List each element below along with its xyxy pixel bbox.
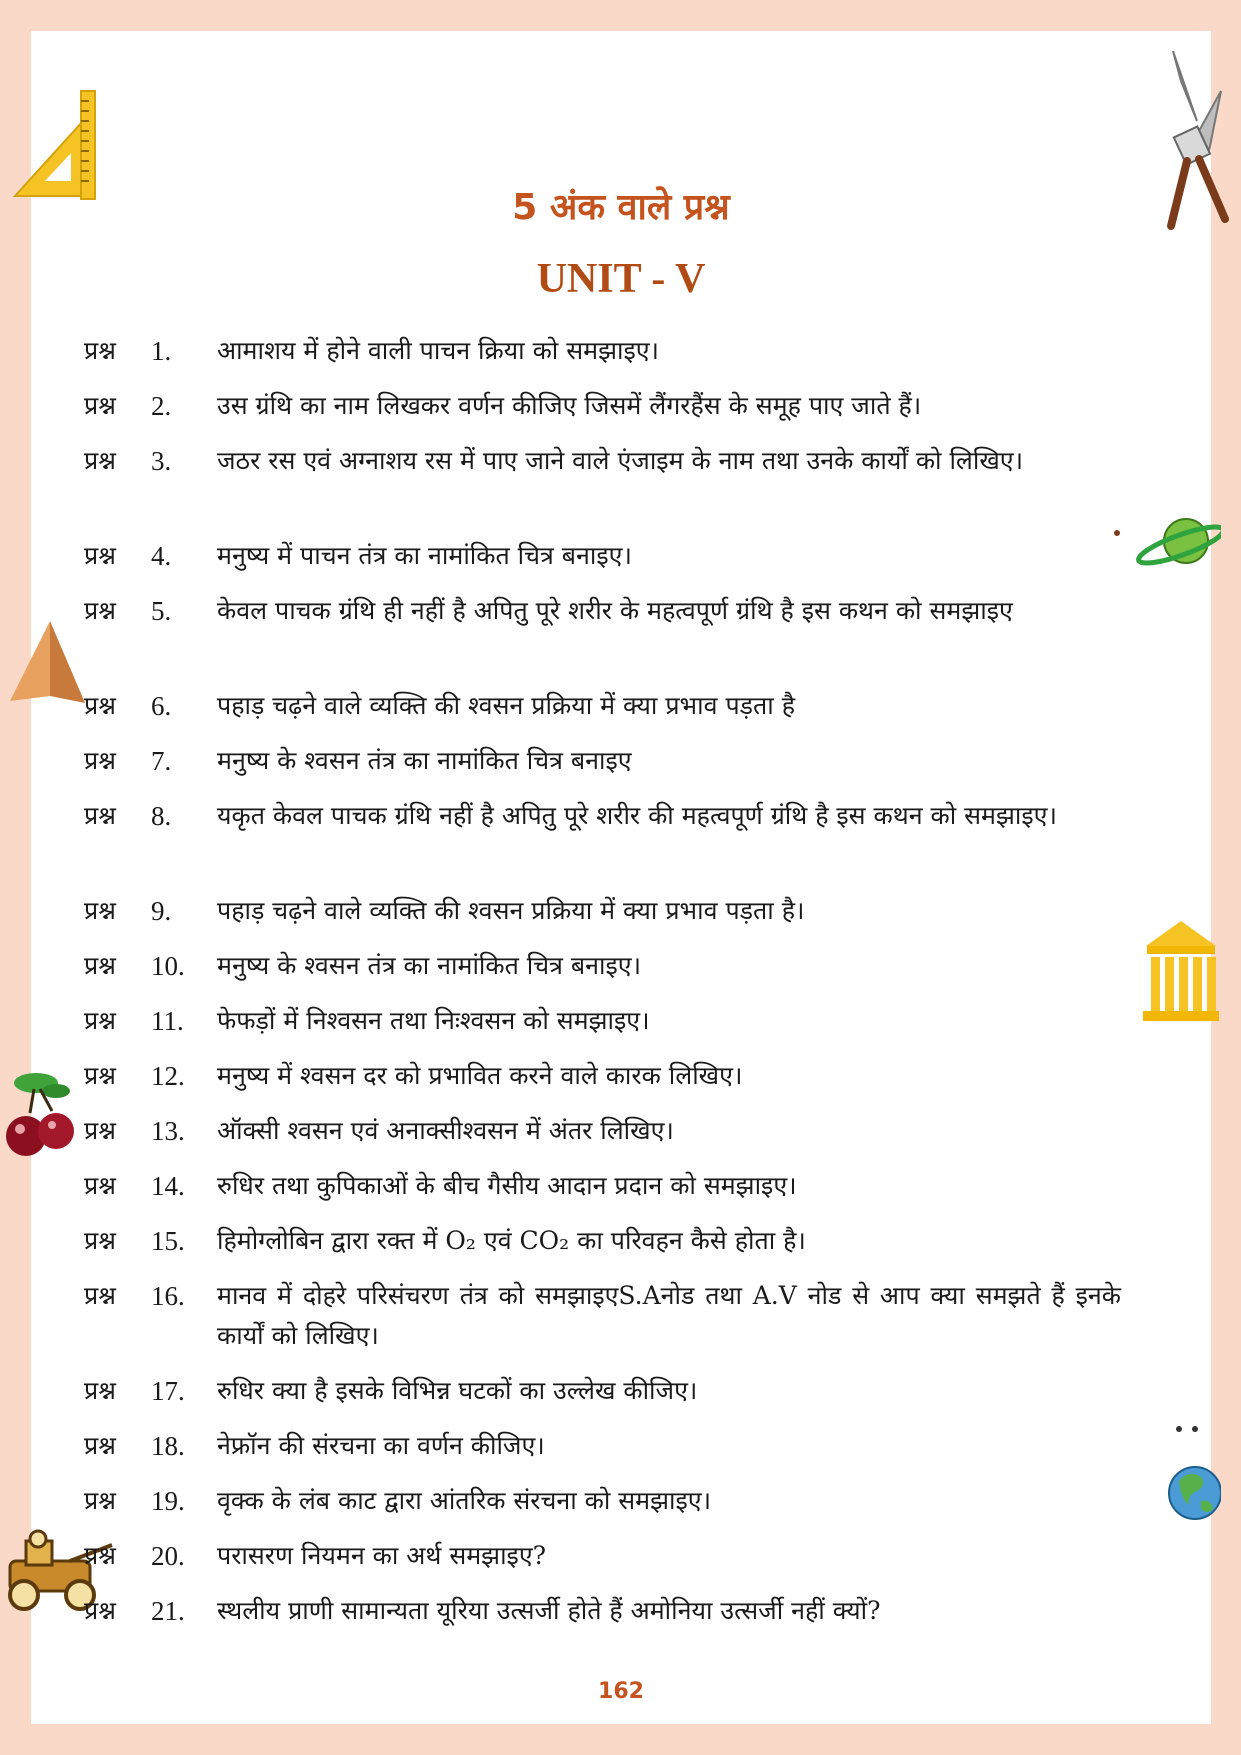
question-number: 3. bbox=[151, 446, 172, 476]
question-text: केवल पाचक ग्रंथि ही नहीं है अपितु पूरे शरीर के महत्वपूर्ण ग्रंथि है इस कथन को समझाइए bbox=[217, 596, 1013, 625]
question-text: ऑक्सी श्वसन एवं अनाक्सीश्वसन में अंतर लिखिए। bbox=[217, 1116, 674, 1145]
question-label: प्रश्न bbox=[84, 1486, 116, 1515]
question-text: रुधिर क्या है इसके विभिन्न घटकों का उल्लेख कीजिए। bbox=[217, 1376, 698, 1405]
question-text: जठर रस एवं अग्नाशय रस में पाए जाने वाले एंजाइम के नाम तथा उनके कार्यों को लिखिए। bbox=[217, 446, 1024, 475]
question-label: प्रश्न bbox=[84, 391, 116, 420]
question-label: प्रश्न bbox=[84, 596, 116, 625]
question-number: 6. bbox=[151, 691, 172, 721]
question-text: नेफ्रॉन की संरचना का वर्णन कीजिए। bbox=[217, 1431, 545, 1460]
question-text: मानव में दोहरे परिसंचरण तंत्र को समझाइएS.Aनोड तथा A.V नोड से आप क्या समझते हैं इनके कार्यों को लिखिए। bbox=[217, 1281, 1121, 1350]
question-text: मनुष्य में श्वसन दर को प्रभावित करने वाले कारक लिखिए। bbox=[217, 1061, 743, 1090]
question-label: प्रश्न bbox=[84, 1281, 116, 1310]
question-label: प्रश्न bbox=[84, 1431, 116, 1460]
question-label: प्रश्न bbox=[84, 1541, 116, 1570]
question-label: प्रश्न bbox=[84, 746, 116, 775]
question-text: यकृत केवल पाचक ग्रंथि नहीं है अपितु पूरे शरीर की महत्वपूर्ण ग्रंथि है इस कथन को समझाइए। bbox=[217, 801, 1057, 830]
question-text: पहाड़ चढ़ने वाले व्यक्ति की श्वसन प्रक्रिया में क्या प्रभाव पड़ता है bbox=[217, 691, 795, 720]
question-number: 20. bbox=[151, 1541, 185, 1571]
question-number: 7. bbox=[151, 746, 172, 776]
question-label: प्रश्न bbox=[84, 1171, 116, 1200]
question-number: 1. bbox=[151, 336, 172, 366]
question-number: 9. bbox=[151, 896, 172, 926]
question-number: 19. bbox=[151, 1486, 185, 1516]
question-label: प्रश्न bbox=[84, 541, 116, 570]
question-number: 14. bbox=[151, 1171, 185, 1201]
question-label: प्रश्न bbox=[84, 896, 116, 925]
question-number: 17. bbox=[151, 1376, 185, 1406]
question-text: मनुष्य के श्वसन तंत्र का नामांकित चित्र बनाइए bbox=[217, 746, 632, 775]
question-label: प्रश्न bbox=[84, 1006, 116, 1035]
question-number: 8. bbox=[151, 801, 172, 831]
page-title: 5 अंक वाले प्रश्न bbox=[512, 187, 730, 228]
question-number: 5. bbox=[151, 596, 172, 626]
question-text: स्थलीय प्राणी सामान्यता यूरिया उत्सर्जी होते हैं अमोनिया उत्सर्जी नहीं क्यों? bbox=[217, 1596, 881, 1625]
question-label: प्रश्न bbox=[84, 336, 116, 365]
question-label: प्रश्न bbox=[84, 951, 116, 980]
question-text: मनुष्य में पाचन तंत्र का नामांकित चित्र बनाइए। bbox=[217, 541, 632, 570]
unit-heading: UNIT - V bbox=[536, 256, 706, 302]
question-number: 21. bbox=[151, 1596, 185, 1626]
question-label: प्रश्न bbox=[84, 1116, 116, 1145]
question-text: हिमोग्लोबिन द्वारा रक्त में O₂ एवं CO₂ का परिवहन कैसे होता है। bbox=[217, 1226, 806, 1255]
question-number: 11. bbox=[151, 1006, 184, 1036]
question-label: प्रश्न bbox=[84, 1596, 116, 1625]
question-text: रुधिर तथा कुपिकाओं के बीच गैसीय आदान प्रदान को समझाइए। bbox=[217, 1171, 797, 1200]
page bbox=[31, 31, 1211, 1724]
question-label: प्रश्न bbox=[84, 801, 116, 830]
question-number: 16. bbox=[151, 1281, 185, 1311]
question-number: 15. bbox=[151, 1226, 185, 1256]
question-label: प्रश्न bbox=[84, 446, 116, 475]
question-number: 12. bbox=[151, 1061, 185, 1091]
question-text: आमाशय में होने वाली पाचन क्रिया को समझाइए। bbox=[217, 336, 660, 365]
question-label: प्रश्न bbox=[84, 1226, 116, 1255]
question-number: 10. bbox=[151, 951, 185, 981]
page-number: 162 bbox=[598, 1679, 644, 1704]
question-text: परासरण नियमन का अर्थ समझाइए? bbox=[217, 1541, 547, 1570]
question-number: 4. bbox=[151, 541, 172, 571]
question-text: मनुष्य के श्वसन तंत्र का नामांकित चित्र बनाइए। bbox=[217, 951, 642, 980]
question-label: प्रश्न bbox=[84, 1061, 116, 1090]
question-text: फेफड़ों में निश्वसन तथा निःश्वसन को समझाइए। bbox=[217, 1006, 650, 1035]
question-text: उस ग्रंथि का नाम लिखकर वर्णन कीजिए जिसमें लैंगरहैंस के समूह पाए जाते हैं। bbox=[217, 391, 922, 420]
question-label: प्रश्न bbox=[84, 691, 116, 720]
question-number: 2. bbox=[151, 391, 172, 421]
question-label: प्रश्न bbox=[84, 1376, 116, 1405]
question-number: 13. bbox=[151, 1116, 185, 1146]
question-text: वृक्क के लंब काट द्वारा आंतरिक संरचना को समझाइए। bbox=[217, 1486, 712, 1515]
question-number: 18. bbox=[151, 1431, 185, 1461]
question-list bbox=[31, 31, 1211, 1724]
question-text: पहाड़ चढ़ने वाले व्यक्ति की श्वसन प्रक्रिया में क्या प्रभाव पड़ता है। bbox=[217, 896, 805, 925]
